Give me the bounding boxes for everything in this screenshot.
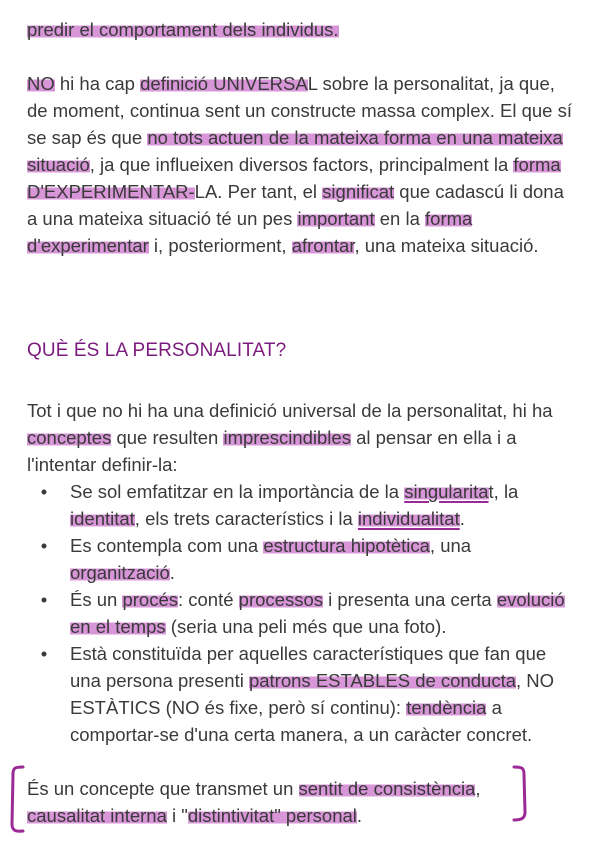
highlight: imprescindibles bbox=[223, 427, 351, 448]
text: (seria una peli més que una foto). bbox=[165, 616, 447, 637]
highlight: estructura hipotètica bbox=[263, 535, 430, 556]
text: L sobre la personalitat, ja que, de moment, continua sent un constructe massa complex. El que sí se sap és que bbox=[27, 73, 573, 148]
text: t, la bbox=[488, 481, 519, 502]
highlight: singularita bbox=[404, 481, 489, 502]
text: És un bbox=[70, 589, 123, 610]
highlight: definició UNIVERSA bbox=[140, 73, 308, 94]
section-heading: QUÈ ÉS LA PERSONALITAT? bbox=[27, 340, 287, 361]
text: en la bbox=[374, 208, 426, 229]
bullet-icon: • bbox=[40, 481, 48, 502]
bullet-icon: • bbox=[40, 643, 48, 664]
text: Tot i que no hi ha una definició universal de la personalitat, hi ha bbox=[27, 400, 553, 421]
highlight: organització bbox=[70, 562, 170, 583]
bullet-list bbox=[27, 478, 579, 748]
highlight: important bbox=[297, 208, 375, 229]
text: que resulten bbox=[111, 427, 224, 448]
text: , una bbox=[429, 535, 472, 556]
text: i, posteriorment, bbox=[148, 235, 292, 256]
line-top bbox=[27, 16, 579, 43]
highlight: NO bbox=[27, 73, 55, 94]
list-item bbox=[27, 478, 579, 532]
highlight: identitat bbox=[70, 508, 135, 529]
highlight: sentit de consistència bbox=[298, 778, 476, 799]
text: Està constituïda per aquelles característiques que fan que una persona presenti bbox=[70, 643, 547, 691]
highlight: causalitat interna bbox=[27, 805, 167, 826]
text: i " bbox=[166, 805, 188, 826]
highlight: no tots actuen de la mateixa forma en una mateixa situació bbox=[27, 127, 563, 175]
text: , ja que influeixen diversos factors, principalment la bbox=[89, 154, 514, 175]
highlight: individualitat bbox=[357, 508, 460, 529]
paragraph-consistency bbox=[27, 775, 527, 829]
highlight: procés bbox=[122, 589, 178, 610]
paragraph-definition bbox=[27, 70, 579, 259]
list-item bbox=[27, 532, 579, 586]
highlight: conceptes bbox=[27, 427, 112, 448]
text: al pensar en ella i a l'intentar definir-la: bbox=[27, 427, 517, 475]
text: LA. Per tant, el bbox=[194, 181, 323, 202]
highlight: distintivitat" personal bbox=[187, 805, 357, 826]
text: : conté bbox=[177, 589, 239, 610]
text: a comportar-se d'una certa manera, a un caràcter concret. bbox=[70, 697, 533, 745]
highlight: forma d'experimentar bbox=[27, 208, 473, 256]
text: Se sol emfatitzar en la importància de la bbox=[70, 481, 405, 502]
text: Es contempla com una bbox=[70, 535, 264, 556]
text: . bbox=[356, 805, 363, 826]
list-item bbox=[27, 586, 579, 640]
highlight: processos bbox=[238, 589, 323, 610]
highlight: afrontar bbox=[291, 235, 355, 256]
highlight: evolució en el temps bbox=[70, 589, 565, 637]
left-bracket-mark bbox=[6, 764, 26, 836]
right-bracket-mark bbox=[510, 764, 532, 824]
text: , els trets característics i la bbox=[134, 508, 358, 529]
text: , una mateixa situació. bbox=[354, 235, 539, 256]
highlight: tendència bbox=[406, 697, 487, 718]
bullet-icon: • bbox=[40, 589, 48, 610]
highlight: predir el comportament dels individus. bbox=[27, 19, 339, 40]
list-item bbox=[27, 640, 579, 748]
highlight: forma D'EXPERIMENTAR- bbox=[27, 154, 561, 202]
paragraph-concepts bbox=[27, 397, 579, 478]
text: És un concepte que transmet un bbox=[27, 778, 299, 799]
highlight: patrons ESTABLES de conducta bbox=[248, 670, 517, 691]
text: hi ha cap bbox=[54, 73, 141, 94]
text: . bbox=[169, 562, 175, 583]
text: i presenta una certa bbox=[323, 589, 497, 610]
bullet-icon: • bbox=[40, 535, 48, 556]
text: , NO ESTÀTICS (NO és fixe, però sí continu): bbox=[70, 670, 555, 718]
text: . bbox=[459, 508, 465, 529]
text: , bbox=[475, 778, 481, 799]
highlight: significat bbox=[322, 181, 395, 202]
text: que cadascú li dona a una mateixa situació té un pes bbox=[27, 181, 564, 229]
